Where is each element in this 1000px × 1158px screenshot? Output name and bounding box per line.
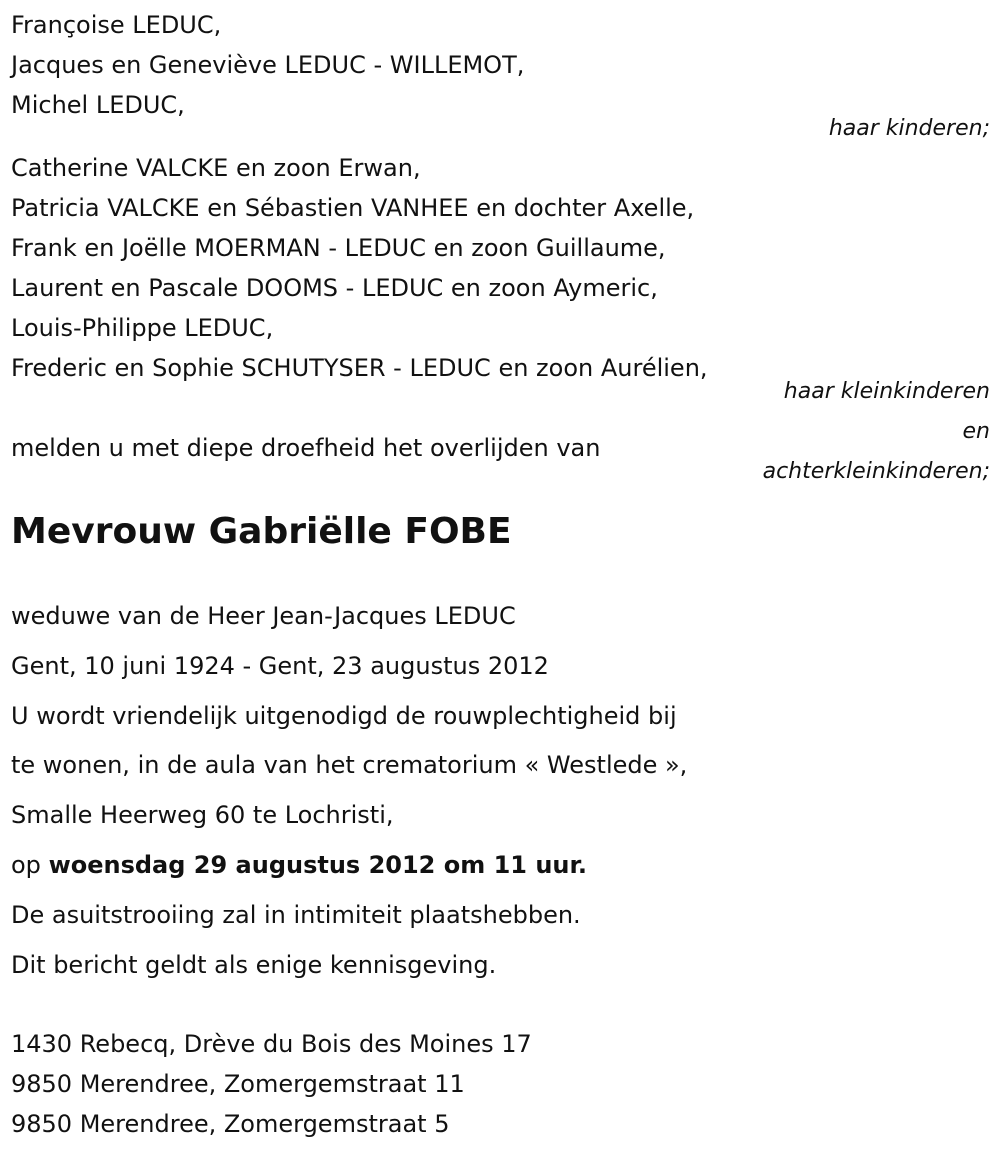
children-label: haar kinderen; <box>828 116 990 141</box>
when-line <box>11 850 587 880</box>
widow-line: weduwe van de Heer Jean-Jacques LEDUC <box>11 602 516 630</box>
when-date: woensdag 29 augustus 2012 om 11 uur. <box>48 851 588 879</box>
grandchild-line-4: Laurent en Pascale DOOMS - LEDUC en zoon Aymeric, <box>11 274 658 302</box>
grandchild-line-5: Louis-Philippe LEDUC, <box>11 314 274 342</box>
ashes-line: De asuitstrooiing zal in intimiteit plaatshebben. <box>11 901 581 929</box>
child-line-3: Michel LEDUC, <box>11 91 185 119</box>
grandchild-line-1: Catherine VALCKE en zoon Erwan, <box>11 154 421 182</box>
dates-line: Gent, 10 juni 1924 - Gent, 23 augustus 2012 <box>11 652 549 680</box>
child-line-1: Françoise LEDUC, <box>11 11 222 39</box>
grandchild-line-3: Frank en Joëlle MOERMAN - LEDUC en zoon Guillaume, <box>11 234 666 262</box>
address-line: Smalle Heerweg 60 te Lochristi, <box>11 801 394 829</box>
grandchild-line-6: Frederic en Sophie SCHUTYSER - LEDUC en zoon Aurélien, <box>11 354 708 382</box>
grandchild-line-2: Patricia VALCKE en Sébastien VANHEE en dochter Axelle, <box>11 194 695 222</box>
grandchildren-label-1: haar kleinkinderen <box>783 379 990 404</box>
notice-line: Dit bericht geldt als enige kennisgeving. <box>11 951 497 979</box>
grandchildren-label-3: achterkleinkinderen; <box>762 459 990 484</box>
deceased-name: Mevrouw Gabriëlle FOBE <box>11 511 512 552</box>
announcement: melden u met diepe droefheid het overlijden van <box>11 434 601 462</box>
grandchildren-label-2: en <box>962 419 990 444</box>
address-1: 1430 Rebecq, Drève du Bois des Moines 17 <box>11 1030 532 1058</box>
invite-line-1: U wordt vriendelijk uitgenodigd de rouwplechtigheid bij <box>11 702 677 730</box>
child-line-2: Jacques en Geneviève LEDUC - WILLEMOT, <box>11 51 525 79</box>
address-2: 9850 Merendree, Zomergemstraat 11 <box>11 1070 465 1098</box>
address-3: 9850 Merendree, Zomergemstraat 5 <box>11 1110 450 1138</box>
invite-line-2: te wonen, in de aula van het crematorium « Westlede », <box>11 751 688 779</box>
when-prefix: op <box>11 851 41 879</box>
